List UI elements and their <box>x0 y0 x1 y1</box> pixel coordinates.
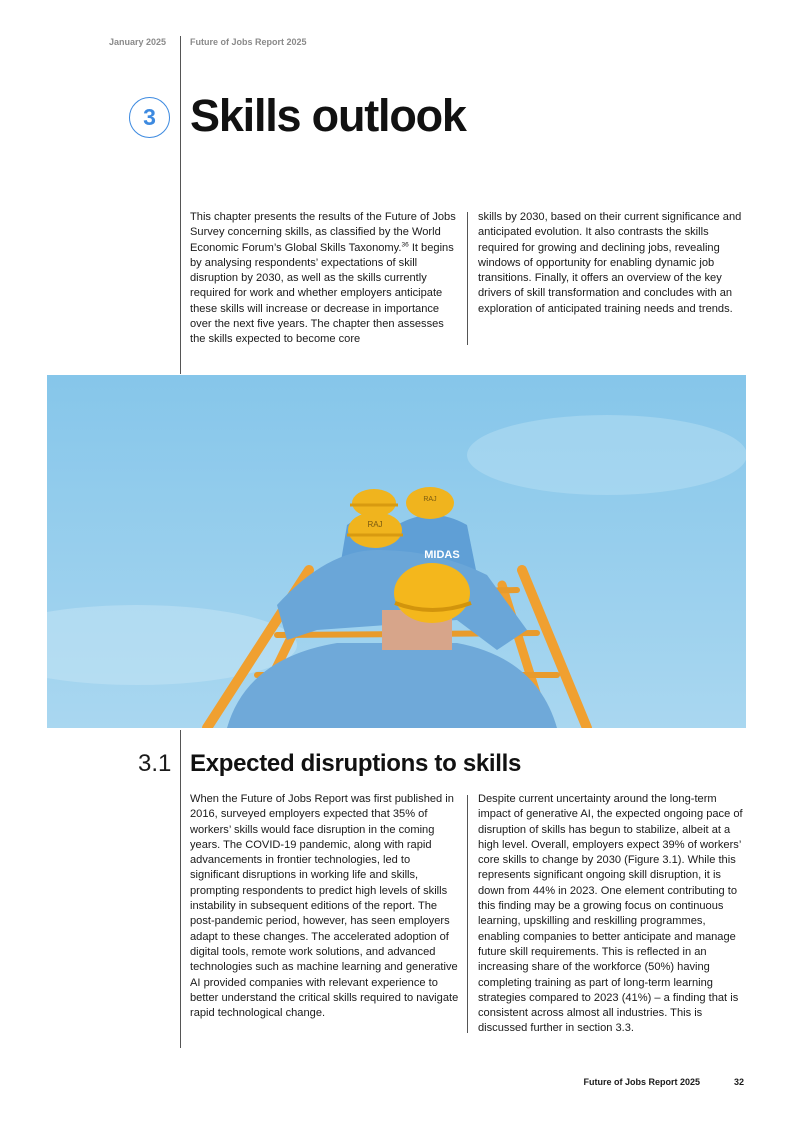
footer-report-title: Future of Jobs Report 2025 <box>583 1077 700 1087</box>
column-divider-section <box>467 795 468 1033</box>
cloud <box>467 415 746 495</box>
footnote-marker[interactable]: 36 <box>401 240 409 248</box>
page-number: 32 <box>734 1077 745 1087</box>
intro-left-column <box>190 210 462 348</box>
photo-illustration <box>47 375 746 728</box>
section-title: Expected disruptions to skills <box>190 750 522 777</box>
chapter-title: Skills outlook <box>190 90 466 141</box>
intro-right-text: skills by 2030, based on their current significance and anticipated evolution. It also contrasts the skills required for growing and declining jobs, revealing windows of opportunity for enabling dynamic job transitions. Finally, it offers an overview of the key drivers of skill transformation and concludes with an exploration of anticipated training needs and trends. <box>478 211 742 315</box>
intro-left-text <box>190 210 462 348</box>
chapter-number-badge: 3 <box>129 97 170 138</box>
helmet-text-mid: RAJ <box>367 520 383 529</box>
margin-rule-bottom <box>180 730 181 1048</box>
intro-left-sentence: This chapter presents the results of the Future of Jobs Survey concerning skills, as classified by the World Economic Forum’s Global Skills Taxonomy. <box>190 211 456 254</box>
shirt-text: MIDAS <box>424 549 460 561</box>
intro-right-column <box>478 210 746 317</box>
section-number: 3.1 <box>138 750 172 777</box>
margin-rule-top <box>180 36 181 374</box>
header-report-title: Future of Jobs Report 2025 <box>190 37 307 47</box>
helmet-text-top: RAJ <box>423 496 437 503</box>
header-date: January 2025 <box>109 37 167 47</box>
section-left-text: When the Future of Jobs Report was first published in 2016, surveyed employers expected that 35% of workers’ skills would face disruption in the coming years. The COVID-19 pandemic, along with rapid advancements in frontier technologies, led to significant disruptions in working life and skills, prompting respondents to predict high levels of skills instability in subsequent editions of the report. The post-pandemic period, however, has seen employers adapt to these changes. The accelerated adoption of digital tools, remote work solutions, and advanced technologies such as machine learning and generative AI provided companies with relevant experience to better understand the critical skills required to navigate rapid technological change. <box>190 793 459 1020</box>
section-right-text: Despite current uncertainty around the long-term impact of generative AI, the expected ongoing pace of disruption of skills has begun to stabilize, albeit at a high level. Overall, employers expect 39% of workers’ core skills to change by 2030 (Figure 3.1). While this represents significant ongoing skill disruption, it is down from 44% in 2023. One element contributing to this finding may be a growing focus on continuous learning, upskilling and reskilling programmes, enabling companies to better anticipate and manage future skill requirements. This is reflected in an increasing share of the workforce (50%) having completing training as part of long-term learning strategies compared to 2023 (41%) – a finding that is consistent across almost all industries. This is discussed further in section 3.3. <box>478 793 743 1035</box>
workers-climbing-photo <box>47 375 746 728</box>
section-right-column <box>478 792 746 1037</box>
column-divider-intro <box>467 212 468 345</box>
section-left-column <box>190 792 462 1021</box>
intro-left-continuation: It begins by analysing respondents’ expectations of skill disruption by 2030, as well as the skills currently required for work and whether employers anticipate these skills will increase or decrease in importance over the next five years. The chapter then assesses the skills expected to become core <box>190 241 454 346</box>
